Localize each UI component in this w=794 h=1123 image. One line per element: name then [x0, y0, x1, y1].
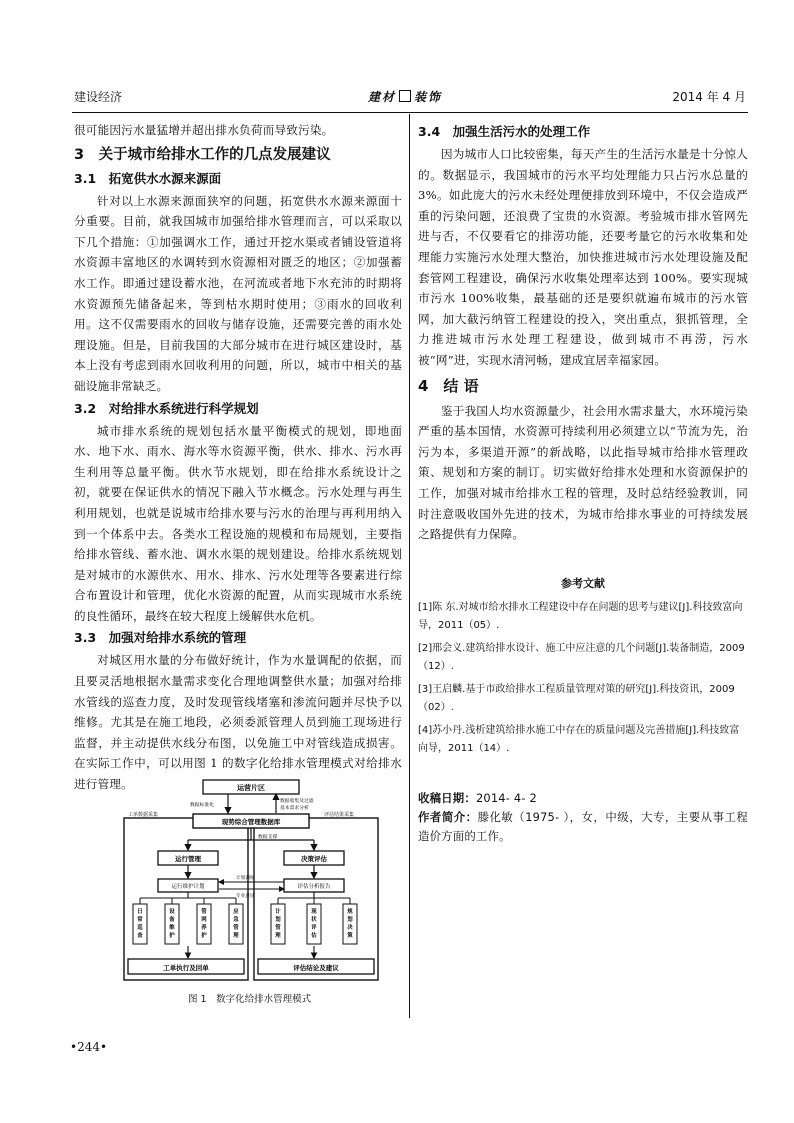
bottom-left-label: 工单执行及回单: [163, 964, 209, 972]
reference-item: [2]邢会义.建筑给排水设计、施工中应注意的几个问题[J].装备制造，2009（12）.: [418, 642, 745, 673]
section-4-text: 鉴于我国人均水资源量少，社会用水需求量大，水环境污染严重的基本国情，水资源可持续利用必须建立以“节流为先，治污为本，多渠道开源”的新战略，以此指导城市给排水管理政策、规划和方案的制订。切实做好给排水处理和水资源保护的工作，加强对城市给排水工程的管理，及时总结经验教训，同时注意吸收国外先进的技术，为城市给排水事业的可持续发展之路提供有力保障。: [418, 403, 748, 542]
standardize-label: 数据标准化: [190, 803, 214, 808]
author-value: 滕化敏（1975- ），女，中级，大专，主要从事工程造价方面的工作。: [418, 809, 748, 843]
section-3-1-title: 3.1 拓宽供水水源来源面: [74, 170, 222, 186]
reference-item: [3]王启麟.基于市政给排水工程质量管理对策的研究[J].科技资讯，2009（02）.: [418, 683, 735, 714]
section-3-4-title: 3.4 加强生活污水的处理工作: [418, 124, 591, 139]
maint-plan-label: 运行维护计划: [171, 884, 205, 890]
section-3-2-text: 城市排水系统的规划包括水量平衡模式的规划，即地面水、地下水、雨水、海水等水资源平衡，供水、排水、污水再生利用等总量平衡。供水节水规划，即在给排水系统设计之初，就要在保证供水的情况下融入节水概念。污水处理与再生利用规划，也就是说城市给排水要与污水的治理与再利用纳入到一个体系中去。各类水工程设施的规模和布局规划，主要指给排水管线、蓄水池、调水水渠的规划建设。给排水系统规划是对城市的水源供水、用水、排水、污水处理等各要素进行综合布置设计和管理，优化水资源的配置，从而实现城市水系统的良性循环，最终在较大程度上缓解供水危机。: [74, 423, 402, 623]
received-date: [418, 789, 748, 808]
left-item-label: 设备维护: [169, 909, 175, 939]
journal-title-a: 建材: [368, 90, 397, 104]
received-value: 2014- 4- 2: [475, 790, 537, 805]
decision-box-label: 决策评估: [301, 855, 327, 863]
intro-paragraph: 很可能因污水量猛增并超出排水负荷而导致污染。: [74, 123, 334, 137]
left-frame: [124, 818, 248, 980]
author-bio: [418, 808, 748, 846]
right-item-label: 现状评估: [311, 909, 317, 939]
references-title: 参考文献: [561, 576, 605, 590]
section-3-title: 3 关于城市给排水工作的几点发展建议: [74, 146, 331, 163]
author-label: 作者简介：: [418, 809, 478, 824]
left-column: [74, 120, 402, 795]
journal-title: [368, 88, 442, 105]
page-number: •244•: [70, 1040, 108, 1054]
region-box-label: 运营片区: [237, 784, 265, 792]
right-item-label: 计划管理: [275, 909, 281, 939]
received-label: 收稿日期：: [418, 790, 476, 805]
issue-date: 2014 年 4 月: [672, 90, 746, 104]
bottom-right-label: 评估结论及建议: [293, 964, 339, 972]
left-item-label: 管网养护: [201, 909, 207, 939]
section-3-3-text: 对城区用水量的分布做好统计，作为水量调配的依据，而且要灵活地根据水量需求变化合理地调整供水量；加强对给排水管线的巡查力度，及时发现管线堵塞和渗流问题并尽快予以维修。尤其是在施工地段，必须委派管理人员到施工现场进行监督，并主动提供水线分布图，以免施工中对管线造成损害。在实际工作中，可以用图 1 的数字化给排水管理模式对给排水进行管理。: [74, 653, 402, 792]
section-3-1-text: 针对以上水源来源面狭窄的问题，拓宽供水水源来源面十分重要。目前，就我国城市加强给排水管理而言，可以采取以下几个措施：①加强调水工作，通过开挖水渠或者铺设管道将水资源丰富地区的水调转到水资源相对匮乏的地区；②加强蓄水工作。即通过建设蓄水池，在河流或者地下水充沛的时期将水资源预先储备起来，等到枯水期时使用；③雨水的回收利用。这不仅需要雨水的回收与储存设施，还需要完善的雨水处理设施。但是，目前我国的大部分城市在进行城区建设时，基本上没有考虑到雨水回收利用的问题，所以，城市中相关的基础设施非常缺乏。: [74, 193, 402, 393]
left-item-label: 日常巡查: [137, 909, 143, 939]
journal-logo-icon: [399, 90, 411, 102]
figure-caption: 图 1 数字化给排水管理模式: [188, 994, 312, 1005]
opinion-label: 专业意见: [236, 894, 255, 899]
left-items: [133, 898, 243, 944]
right-item-label: 规划决策: [347, 909, 353, 939]
schedule-label: 计划调度: [236, 876, 255, 881]
management-flow-diagram: [118, 778, 384, 992]
header-rule: [72, 112, 748, 113]
assess-report-label: 评估分析报告: [297, 884, 331, 890]
section-3-3-title: 3.3 加强对给排水系统的管理: [74, 630, 247, 646]
journal-title-b: 装饰: [414, 90, 443, 104]
left-item-label: 应急管理: [233, 909, 239, 939]
section-4-title: 4 结 语: [418, 376, 479, 395]
needs-label: 基本需求分析: [280, 806, 309, 811]
collect-label: 数据收集及过滤: [280, 799, 314, 804]
reference-item: [4]苏小丹.浅析建筑给排水施工中存在的质量问题及完善措施[J].科技致富向导，2011（14）.: [418, 724, 740, 755]
db-box-label: 现势综合管理数据库: [221, 818, 281, 826]
reference-item: [1]陈 东.对城市给水排水工程建设中存在问题的思考与建议[J].科技致富向导，2011（05）.: [418, 601, 743, 632]
journal-section: 建设经济: [74, 90, 123, 104]
right-column: [418, 120, 748, 846]
right-frame-label: 评估结果采集: [324, 812, 355, 818]
section-3-2-title: 3.2 对给排水系统进行科学规划: [74, 400, 259, 416]
left-frame-label: 工单数据采集: [128, 812, 159, 818]
right-frame: [254, 818, 378, 980]
section-3-4-text: 因为城市人口比较密集，每天产生的生活污水量是十分惊人的。数据显示，我国城市的污水平均处理能力只占污水总量的 3%。如此庞大的污水未经处理便排放到环境中，不仅会造成严重的污染问题，还浪费了宝贵的水资源。考验城市排水管网先进与否，不仅要看它的排涝功能，还要考量它的污水收集和处理能力实施污水处理大整治，加快推进城市污水处理设施及配套管网工程建设，确保污水收集处理率达到 100%。要实现城市污水 100%收集，最基础的还是要织就遍布城市的污水管网，加大截污纳管工程建设的投入，突出重点，狠抓管理，全力推进城市污水处理工程建设，做到城市不再涝，污水被“网”进，实现水清河畅，建成宜居幸福家园。: [418, 147, 748, 367]
data-support-label: 数据支撑: [258, 835, 278, 840]
column-divider: [409, 114, 410, 1018]
ops-box-label: 运行管理: [175, 855, 201, 863]
